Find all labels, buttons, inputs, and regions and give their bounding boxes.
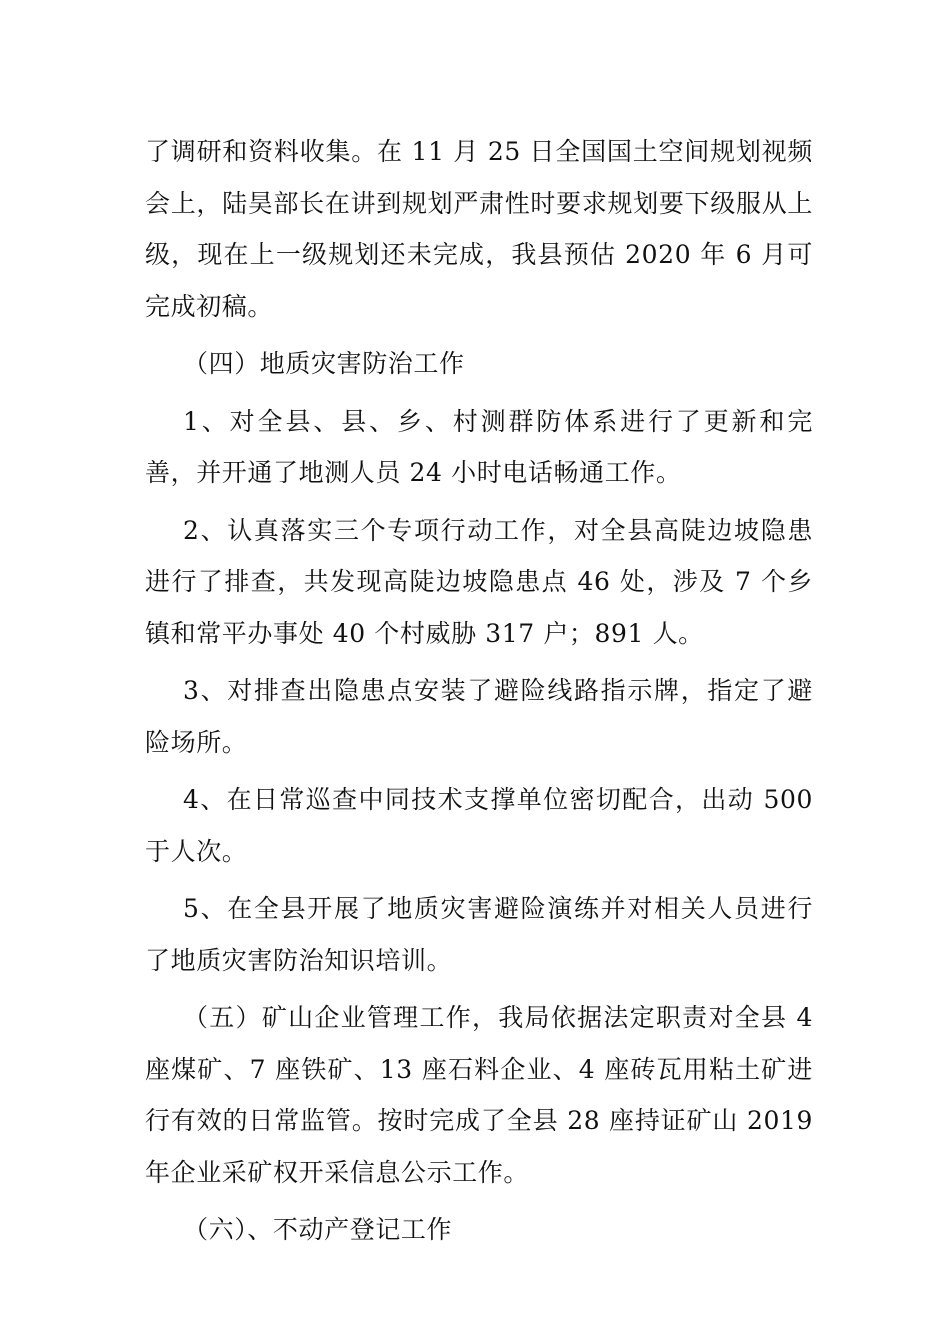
paragraph-item-5: 5、在全县开展了地质灾害避险演练并对相关人员进行了地质灾害防治知识培训。 [145,894,813,975]
paragraph-item-4: 4、在日常巡查中同技术支撑单位密切配合，出动 500 于人次。 [145,785,813,866]
section-heading-geological-disaster: （四）地质灾害防治工作 [183,349,465,378]
paragraph-item-1: 1、对全县、县、乡、村测群防体系进行了更新和完善，并开通了地测人员 24 小时电话畅通工作。 [145,406,813,487]
paragraph-planning-continuation: 了调研和资料收集。在 11 月 25 日全国国土空间规划视频会上，陆昊部长在讲到规划严肃性时要求规划要下级服从上级，现在上一级规划还未完成，我县预估 2020 年 6 月可完成初稿。 [145,137,813,321]
paragraph-item-3: 3、对排查出隐患点安装了避险线路指示牌，指定了避险场所。 [145,676,813,757]
section-mining-management: （五）矿山企业管理工作，我局依据法定职责对全县 4 座煤矿、7 座铁矿、13 座石料企业、4 座砖瓦用粘土矿进行有效的日常监管。按时完成了全县 28 座持证矿山 2019 年企业采矿权开采信息公示工作。 [145,1003,813,1187]
paragraph-item-2: 2、认真落实三个专项行动工作，对全县高陡边坡隐患进行了排查，共发现高陡边坡隐患点 46 处，涉及 7 个乡镇和常平办事处 40 个村威胁 317 户；891 人。 [145,515,813,648]
section-heading-real-estate: （六）、不动产登记工作 [183,1215,453,1244]
document-body [145,126,813,1256]
